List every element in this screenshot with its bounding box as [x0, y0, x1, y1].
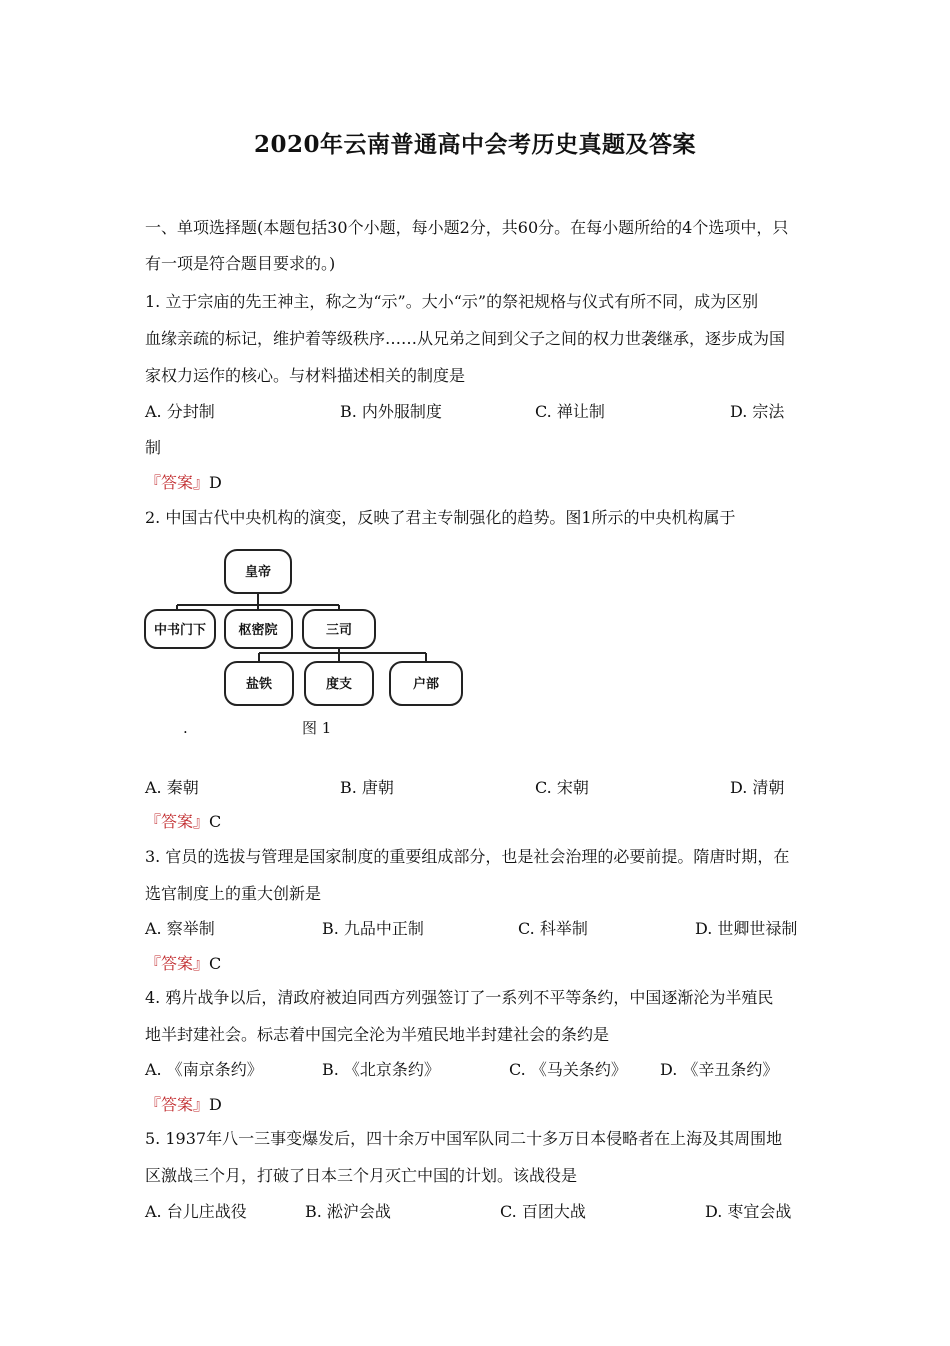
q1-option-d-wrap: 制: [145, 438, 162, 457]
q1-option-b: B. 内外服制度: [340, 402, 442, 421]
q3-answer-label: 『答案』: [145, 954, 210, 973]
q1-answer-value: D: [209, 473, 222, 492]
q5-stem-line2: 区激战三个月，打破了日本三个月灭亡中国的计划。该战役是: [145, 1166, 578, 1185]
q4-answer-value: D: [209, 1095, 222, 1114]
diagram-label-shumiyuan: 枢密院: [238, 623, 278, 638]
q1-stem-line1: 1. 立于宗庙的先王神主，称之为“示”。大小“示”的祭祀规格与仪式有所不同，成为区别: [145, 292, 759, 311]
q2-answer-label: 『答案』: [145, 812, 210, 831]
q4-option-b: B. 《北京条约》: [322, 1060, 440, 1079]
q5-option-d: D. 枣宜会战: [705, 1202, 792, 1221]
section-instruction-line1: 一、单项选择题(本题包括30个小题，每小题2分，共60分。在每小题所给的4个选项中，只: [145, 218, 789, 237]
diagram-label-yantie: 盐铁: [245, 677, 273, 692]
q3-option-c: C. 科举制: [518, 919, 588, 938]
q2-answer-value: C: [209, 812, 222, 831]
q1-stem-line2: 血缘亲疏的标记，维护着等级秩序……从兄弟之间到父子之间的权力世袭继承，逐步成为国: [145, 329, 786, 348]
q1-answer: [145, 473, 222, 493]
diagram-stray-dot: .: [183, 719, 188, 737]
diagram-label-sansi: 三司: [325, 623, 353, 638]
q4-option-c: C. 《马关条约》: [509, 1060, 627, 1079]
q5-option-b: B. 淞沪会战: [305, 1202, 391, 1221]
diagram-label-duzhi: 度支: [325, 677, 353, 692]
q3-stem-line2: 选官制度上的重大创新是: [145, 884, 322, 903]
page-title: 2020年云南普通高中会考历史真题及答案: [253, 131, 696, 158]
q3-answer: [145, 954, 221, 974]
q3-option-a: A. 察举制: [145, 919, 215, 938]
q1-option-d: D. 宗法: [730, 402, 785, 421]
q2-option-c: C. 宋朝: [535, 778, 589, 797]
q2-answer: [145, 812, 221, 832]
q4-answer-label: 『答案』: [145, 1095, 210, 1114]
q3-stem-line1: 3. 官员的选拔与管理是国家制度的重要组成部分，也是社会治理的必要前提。隋唐时期，在: [145, 847, 790, 866]
q1-option-a: A. 分封制: [145, 402, 215, 421]
q2-option-d: D. 清朝: [730, 778, 785, 797]
q5-option-a: A. 台儿庄战役: [145, 1202, 247, 1221]
q1-stem-line3: 家权力运作的核心。与材料描述相关的制度是: [145, 366, 466, 385]
q5-option-c: C. 百团大战: [500, 1202, 586, 1221]
q3-option-d: D. 世卿世禄制: [695, 919, 798, 938]
q2-option-a: A. 秦朝: [145, 778, 199, 797]
q4-option-d: D. 《辛丑条约》: [660, 1060, 779, 1079]
diagram-label-zhongshumenxia: 中书门下: [153, 623, 207, 638]
section-instruction-line2: 有一项是符合题目要求的。): [145, 254, 336, 273]
q5-stem-line1: 5. 1937年八一三事变爆发后，四十余万中国军队同二十多万日本侵略者在上海及其周围地: [145, 1129, 783, 1148]
diagram-label-emperor: 皇帝: [244, 565, 272, 580]
q2-option-b: B. 唐朝: [340, 778, 394, 797]
diagram-label-hubu: 户部: [412, 677, 440, 692]
q4-option-a: A. 《南京条约》: [145, 1060, 263, 1079]
q4-answer: [145, 1095, 222, 1115]
q2-stem-line1: 2. 中国古代中央机构的演变，反映了君主专制强化的趋势。图1所示的中央机构属于: [145, 508, 736, 527]
q3-option-b: B. 九品中正制: [322, 919, 424, 938]
q4-stem-line2: 地半封建社会。标志着中国完全沦为半殖民地半封建社会的条约是: [145, 1025, 610, 1044]
q2-org-diagram: [140, 540, 470, 745]
q4-stem-line1: 4. 鸦片战争以后，清政府被迫同西方列强签订了一系列不平等条约，中国逐渐沦为半殖民: [145, 988, 774, 1007]
q3-answer-value: C: [209, 954, 222, 973]
diagram-caption: 图 1: [302, 719, 332, 737]
q1-answer-label: 『答案』: [145, 473, 210, 492]
q1-option-c: C. 禅让制: [535, 402, 605, 421]
